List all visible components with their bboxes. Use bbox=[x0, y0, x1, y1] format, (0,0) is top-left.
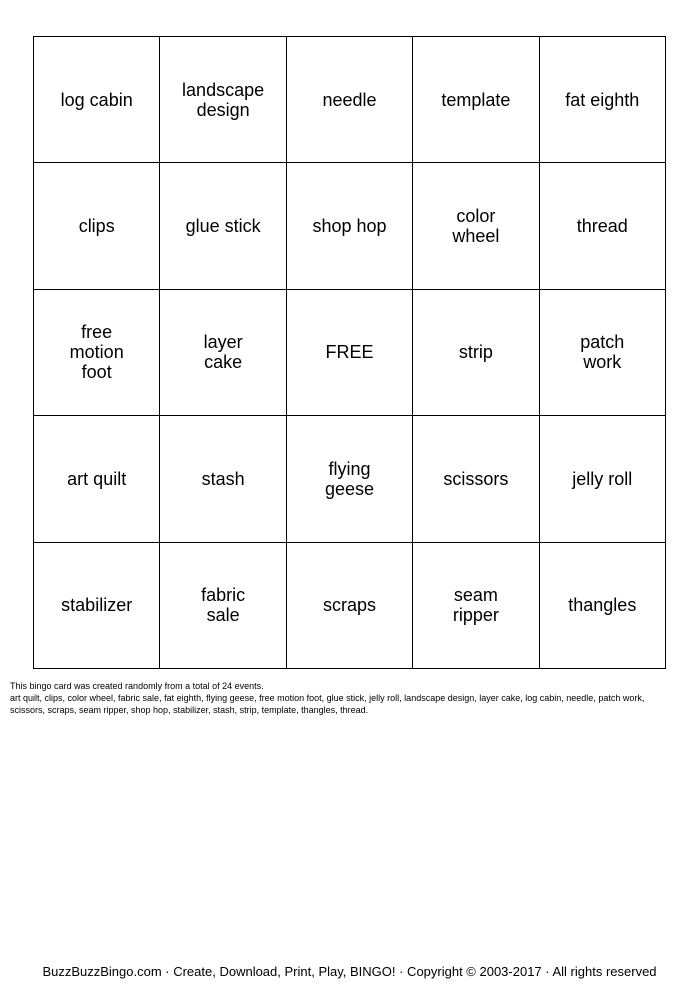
bingo-cell: thread bbox=[540, 163, 666, 289]
bingo-free-cell: FREE bbox=[287, 290, 413, 416]
bingo-cell: seam ripper bbox=[413, 543, 539, 669]
bingo-cell: clips bbox=[34, 163, 160, 289]
bingo-cell: stabilizer bbox=[34, 543, 160, 669]
card-description-line: This bingo card was created randomly from a total of 24 events. bbox=[10, 681, 264, 691]
bingo-cell: thangles bbox=[540, 543, 666, 669]
bingo-cell: fat eighth bbox=[540, 37, 666, 163]
bingo-cell: shop hop bbox=[287, 163, 413, 289]
bingo-cell: flying geese bbox=[287, 416, 413, 542]
bingo-cell: scraps bbox=[287, 543, 413, 669]
card-description bbox=[10, 680, 680, 716]
bingo-cell: needle bbox=[287, 37, 413, 163]
bingo-cell: free motion foot bbox=[34, 290, 160, 416]
bingo-cell: glue stick bbox=[160, 163, 286, 289]
bingo-cell: art quilt bbox=[34, 416, 160, 542]
event-list: art quilt, clips, color wheel, fabric sale, fat eighth, flying geese, free motion foot, glue stick, jelly roll, landscape design, layer cake, log cabin, needle, patch work, scissors, scraps, seam ripper, shop hop, stabilizer, stash, strip, template, thangles, thread. bbox=[10, 693, 645, 715]
bingo-cell: stash bbox=[160, 416, 286, 542]
bingo-cell: layer cake bbox=[160, 290, 286, 416]
bingo-cell: landscape design bbox=[160, 37, 286, 163]
bingo-cell: patch work bbox=[540, 290, 666, 416]
bingo-cell: fabric sale bbox=[160, 543, 286, 669]
bingo-cell: log cabin bbox=[34, 37, 160, 163]
bingo-cell: jelly roll bbox=[540, 416, 666, 542]
bingo-cell: strip bbox=[413, 290, 539, 416]
footer-copyright: BuzzBuzzBingo.com · Create, Download, Print, Play, BINGO! · Copyright © 2003-2017 · All rights reserved bbox=[42, 964, 657, 979]
bingo-cell: color wheel bbox=[413, 163, 539, 289]
bingo-cell: scissors bbox=[413, 416, 539, 542]
bingo-card bbox=[33, 36, 666, 669]
bingo-cell: template bbox=[413, 37, 539, 163]
